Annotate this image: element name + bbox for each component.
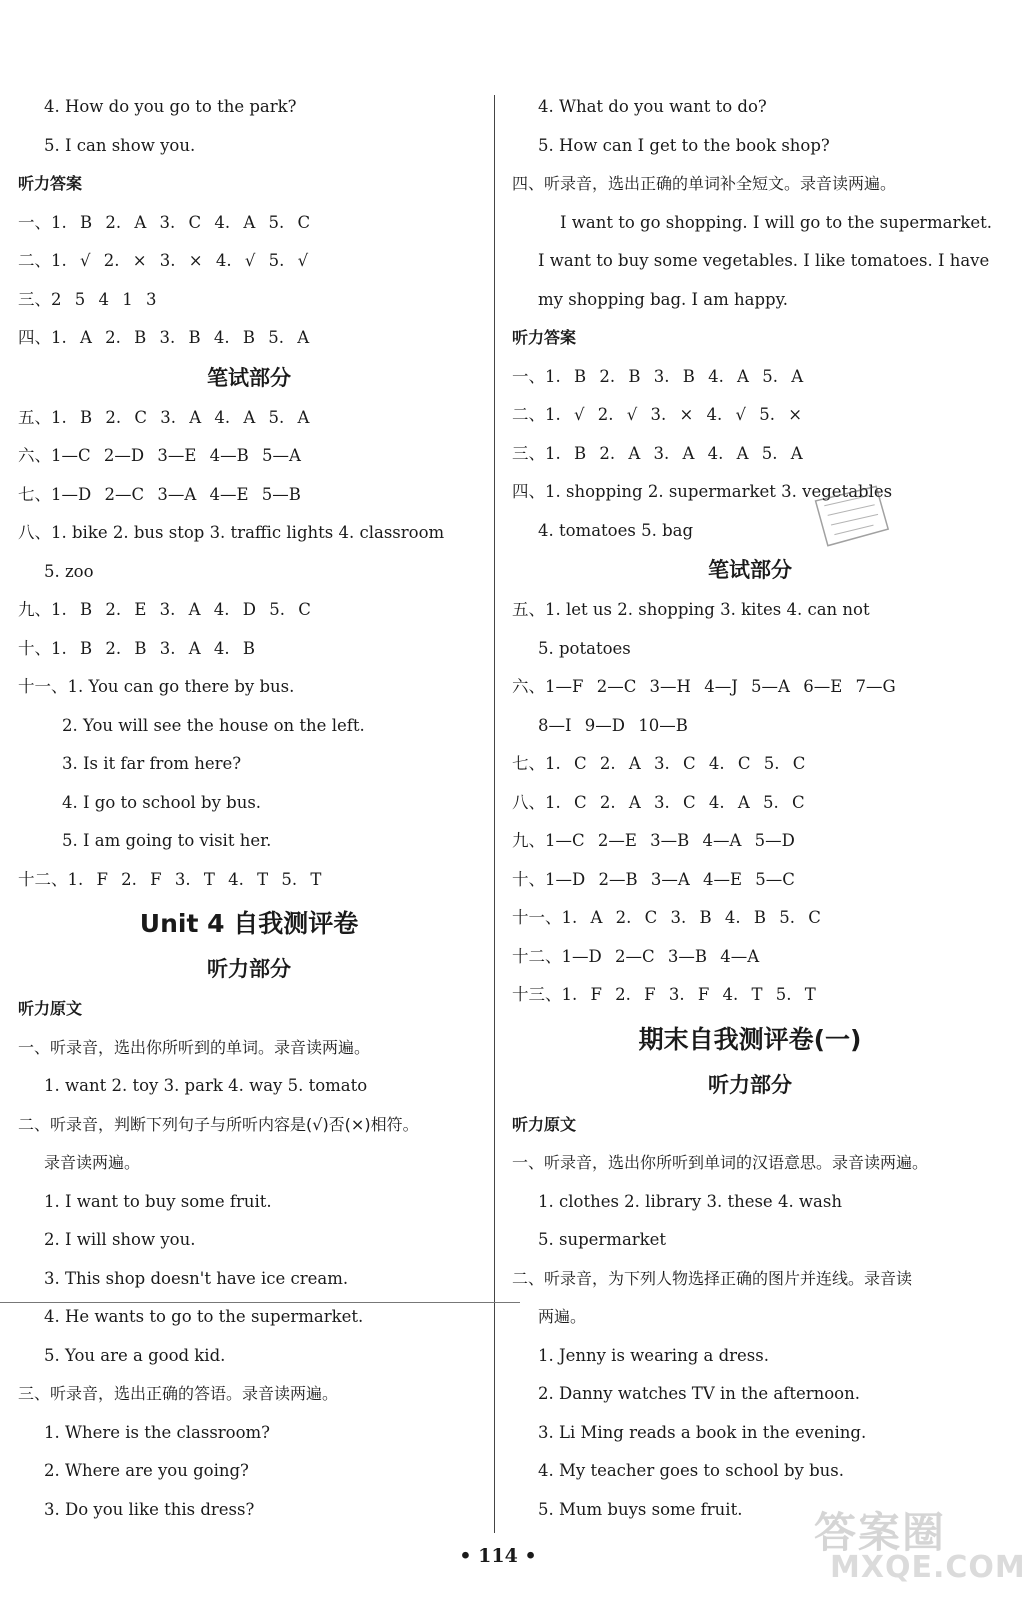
answer-line: 十一、1. You can go there by bus. [18,677,295,696]
answer-line: 七、1. C 2. A 3. C 4. C 5. C [512,754,806,773]
test-title: 期末自我测评卷(一) [638,1024,862,1054]
answer-line: 十二、1. F 2. F 3. T 4. T 5. T [18,869,322,889]
answer-line: I want to go shopping. I will go to the supermarket. [560,212,992,232]
answer-line: 九、1. B 2. E 3. A 4. D 5. C [18,600,311,619]
instruction-line: 二、听录音，判断下列句子与所听内容是(√)否(×)相符。 [18,1114,419,1134]
subsection-label: 听力答案 [18,174,83,193]
answer-line: 5. potatoes [538,638,631,658]
instruction-line: 一、听录音，选出你所听到单词的汉语意思。录音读两遍。 [512,1153,929,1172]
instruction-line: 录音读两遍。 [44,1153,141,1172]
right-column [512,88,992,1529]
answer-line: 5. supermarket [538,1230,667,1249]
answer-line: 十、1—D 2—B 3—A 4—E 5—C [512,869,795,889]
answer-line: 5. You are a good kid. [44,1345,226,1365]
answer-line: 2. You will see the house on the left. [62,715,365,735]
section-heading: 笔试部分 [207,365,291,390]
answer-line: 十一、1. A 2. C 3. B 4. B 5. C [512,908,821,927]
answer-line: 1. clothes 2. library 3. these 4. wash [538,1191,842,1211]
watermark-logo [808,1500,1026,1596]
answer-line: 五、1. let us 2. shopping 3. kites 4. can not [512,600,870,619]
answer-line: 3. This shop doesn't have ice cream. [44,1268,349,1288]
answer-line: 2. I will show you. [44,1230,196,1249]
instruction-line: 一、听录音，选出你所听到的单词。录音读两遍。 [18,1037,371,1057]
answer-line: 1. I want to buy some fruit. [44,1191,272,1211]
instruction-line: 四、听录音，选出正确的单词补全短文。录音读两遍。 [512,174,897,193]
answer-line: 一、1. B 2. B 3. B 4. A 5. A [512,366,804,386]
page-fold-line [0,1302,520,1303]
column-divider [494,95,495,1533]
answer-line: 3. Do you like this dress? [44,1499,255,1519]
left-column [18,88,480,1529]
test-title: Unit 4 自我测评卷 [139,909,359,938]
answer-line: 二、1. √ 2. × 3. × 4. √ 5. √ [18,251,309,270]
answer-line: 2. Where are you going? [44,1461,249,1480]
answer-line: 1. Jenny is wearing a dress. [538,1345,769,1365]
answer-line: 八、1. bike 2. bus stop 3. traffic lights 4. classroom [18,523,445,542]
answer-line: 1. want 2. toy 3. park 4. way 5. tomato [44,1076,368,1095]
section-heading: 笔试部分 [708,558,792,582]
answer-line: 六、1—C 2—D 3—E 4—B 5—A [18,446,301,465]
answer-line: 五、1. B 2. C 3. A 4. A 5. A [18,407,310,427]
answer-line: 5. zoo [44,561,94,581]
stamp-icon [810,481,894,551]
subsection-label: 听力原文 [512,1114,577,1134]
answer-line: 一、1. B 2. A 3. C 4. A 5. C [18,212,311,232]
answer-line: 4. tomatoes 5. bag [538,520,694,540]
answer-line: 8—I 9—D 10—B [538,715,688,735]
answer-line: 八、1. C 2. A 3. C 4. A 5. C [512,792,805,812]
answer-line: 十二、1—D 2—C 3—B 4—A [512,946,760,966]
subsection-label: 听力原文 [18,999,83,1018]
answer-line: 4. My teacher goes to school by bus. [538,1461,844,1480]
answer-line: 三、2 5 4 1 3 [18,289,157,309]
answer-line: 5. I am going to visit her. [62,831,272,850]
answer-line: I want to buy some vegetables. I like tomatoes. I have [538,251,990,270]
answer-line: 5. How can I get to the book shop? [538,135,830,155]
subsection-label: 听力答案 [512,328,577,347]
answer-line: 4. How do you go to the park? [44,97,297,116]
instruction-line: 两遍。 [538,1307,587,1326]
answer-line: 4. He wants to go to the supermarket. [44,1307,364,1326]
answer-line: 4. I go to school by bus. [62,792,262,812]
watermark-text: 答案圈 [814,1508,947,1557]
instruction-line: 二、听录音，为下列人物选择正确的图片并连线。录音读 [512,1268,913,1288]
answer-line: 六、1—F 2—C 3—H 4—J 5—A 6—E 7—G [512,677,896,696]
answer-line: 5. Mum buys some fruit. [538,1499,743,1519]
section-heading: 听力部分 [207,957,291,981]
page-number: • 114 • [459,1545,537,1567]
answer-line: 三、1. B 2. A 3. A 4. A 5. A [512,443,803,463]
watermark-url: MXQE.COM [830,1550,1026,1585]
instruction-line: 三、听录音，选出正确的答语。录音读两遍。 [18,1384,339,1403]
answer-line: 3. Is it far from here? [62,754,242,773]
section-heading: 听力部分 [708,1072,792,1097]
answer-line: 4. What do you want to do? [538,97,767,116]
answer-line: my shopping bag. I am happy. [538,289,788,309]
answer-line: 十、1. B 2. B 3. A 4. B [18,638,255,658]
answer-line: 四、1. shopping 2. supermarket 3. vegetables [512,482,893,501]
answer-line: 5. I can show you. [44,135,196,155]
answer-line: 七、1—D 2—C 3—A 4—E 5—B [18,484,301,504]
answer-line: 九、1—C 2—E 3—B 4—A 5—D [512,831,795,850]
answer-line: 3. Li Ming reads a book in the evening. [538,1422,867,1442]
answer-line: 2. Danny watches TV in the afternoon. [538,1384,860,1403]
answer-line: 十三、1. F 2. F 3. F 4. T 5. T [512,985,816,1004]
answer-line: 二、1. √ 2. √ 3. × 4. √ 5. × [512,405,803,424]
answer-line: 四、1. A 2. B 3. B 4. B 5. A [18,328,310,347]
answer-line: 1. Where is the classroom? [44,1422,271,1442]
